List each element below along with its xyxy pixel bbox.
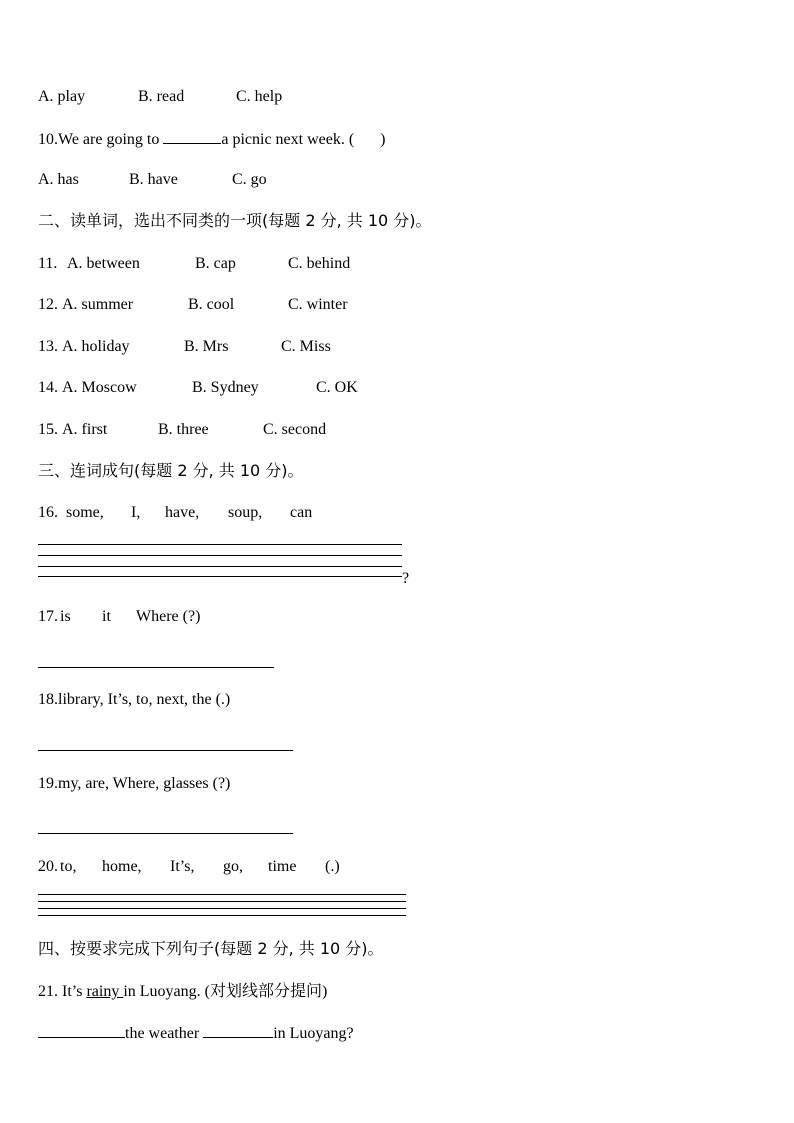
q16-word: can <box>290 504 313 521</box>
q20-word: home, <box>102 858 142 875</box>
q18-row: 18.library, It’s, to, next, the (.) <box>38 691 231 708</box>
q16-number: 16. <box>38 504 62 521</box>
q11-option-c[interactable]: C. behind <box>288 255 351 272</box>
q17-word: it <box>102 608 111 625</box>
q10-question <box>38 129 386 150</box>
q13-option-b[interactable]: B. Mrs <box>184 338 229 355</box>
q16-answer-line[interactable] <box>38 544 402 545</box>
q15-option-b[interactable]: B. three <box>158 421 209 438</box>
q16-word: have, <box>165 504 200 521</box>
q20-word: go, <box>223 858 243 875</box>
q13-option-a[interactable]: A. holiday <box>62 338 130 355</box>
q20-word: time <box>268 858 297 875</box>
q16-answer-line[interactable] <box>38 566 402 567</box>
q11-option-b[interactable]: B. cap <box>195 255 236 272</box>
q16-word: I, <box>131 504 141 521</box>
q9-option-b[interactable]: B. read <box>138 88 185 105</box>
q16-answer-line[interactable] <box>38 576 402 577</box>
section4-heading: 四、按要求完成下列句子(每题 2 分, 共 10 分)。 <box>38 939 384 958</box>
q15-number: 15. <box>38 421 58 438</box>
q17-answer-line[interactable] <box>38 667 274 668</box>
q20-word: It’s, <box>170 858 195 875</box>
q9-option-a[interactable]: A. play <box>38 88 86 105</box>
q12-option-b[interactable]: B. cool <box>188 296 235 313</box>
q10-option-c[interactable]: C. go <box>232 171 267 188</box>
q20-word: (.) <box>325 858 340 875</box>
q21-question <box>38 982 327 1002</box>
q19-answer-line[interactable] <box>38 833 293 834</box>
q15-option-a[interactable]: A. first <box>62 421 108 438</box>
q21-answer-end: in Luoyang? <box>273 1025 354 1042</box>
q16-word: some, <box>66 504 104 521</box>
q10-option-a[interactable]: A. has <box>38 171 79 188</box>
q20-answer-line[interactable] <box>38 908 406 909</box>
q21-number: 21. <box>38 983 62 1000</box>
q19-row: 19.my, are, Where, glasses (?) <box>38 775 231 792</box>
section2-heading: 二、读单词，选出不同类的一项(每题 2 分, 共 10 分)。 <box>38 211 432 230</box>
q10-option-b[interactable]: B. have <box>129 171 178 188</box>
q13-option-c[interactable]: C. Miss <box>281 338 331 355</box>
q18-answer-line[interactable] <box>38 750 293 751</box>
q16-question-mark: ? <box>402 570 410 587</box>
q10-text-after: a picnic next week. ( <box>221 131 355 148</box>
q11-number: 11. <box>38 255 62 272</box>
q17-word: is <box>60 608 71 625</box>
q21-answer-text: the weather <box>125 1025 204 1042</box>
q14-option-b[interactable]: B. Sydney <box>192 379 259 396</box>
q20-number: 20. <box>38 858 58 875</box>
q14-number: 14. <box>38 379 58 396</box>
q12-option-c[interactable]: C. winter <box>288 296 348 313</box>
q21-answer-blank-1[interactable] <box>38 1023 125 1038</box>
q21-answer <box>38 1023 354 1044</box>
q9-option-c[interactable]: C. help <box>236 88 283 105</box>
q11-option-a[interactable]: A. between <box>67 255 140 272</box>
q21-text: It’s <box>62 983 87 1000</box>
q10-answer-blank[interactable] <box>163 129 221 144</box>
q21-underlined-word: rainy <box>86 983 124 1000</box>
q21-answer-blank-2[interactable] <box>203 1023 273 1038</box>
q14-option-a[interactable]: A. Moscow <box>62 379 137 396</box>
q21-instruction: in Luoyang. (对划线部分提问) <box>123 983 328 1000</box>
q10-number: 10. <box>38 131 58 148</box>
q16-answer-line[interactable] <box>38 555 402 556</box>
q10-text-before: We are going to <box>58 131 164 148</box>
q20-answer-line[interactable] <box>38 915 406 916</box>
q20-word: to, <box>60 858 77 875</box>
q12-option-a[interactable]: A. summer <box>62 296 134 313</box>
q15-option-c[interactable]: C. second <box>263 421 327 438</box>
q20-answer-line[interactable] <box>38 901 406 902</box>
q13-number: 13. <box>38 338 58 355</box>
q10-close-paren: ) <box>380 131 386 148</box>
q14-option-c[interactable]: C. OK <box>316 379 358 396</box>
q20-answer-line[interactable] <box>38 894 406 895</box>
q12-number: 12. <box>38 296 58 313</box>
q17-number: 17. <box>38 608 58 625</box>
section3-heading: 三、连词成句(每题 2 分, 共 10 分)。 <box>38 461 304 480</box>
q16-word: soup, <box>228 504 263 521</box>
q17-word: Where (?) <box>136 608 201 625</box>
